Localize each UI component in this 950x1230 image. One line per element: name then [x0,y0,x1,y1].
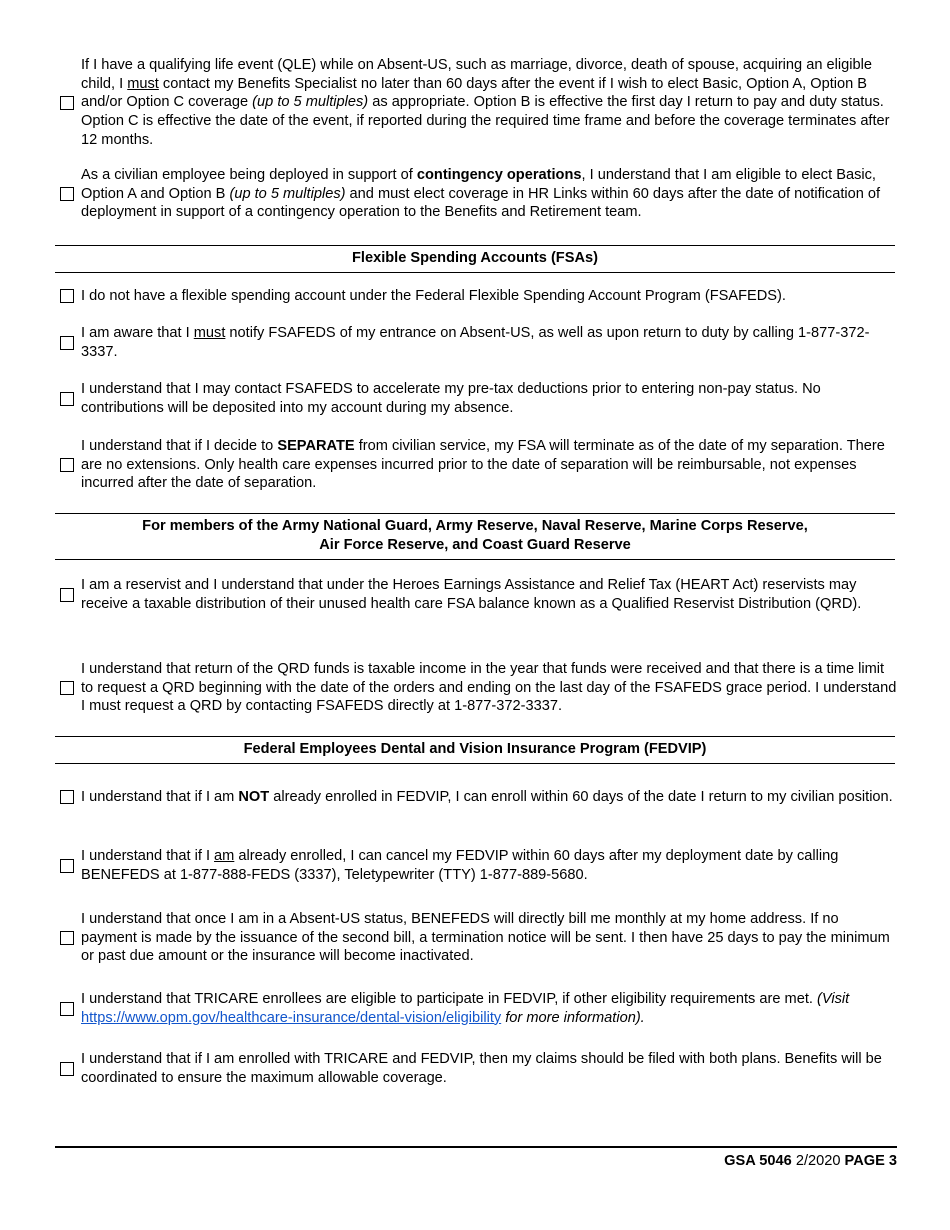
text-run: contact my Benefits Specialist no later than 60 days after the event if I wish to elect Basic, Option A, Option B and/or Option C coverage [81,75,868,111]
text-run: NOT [238,789,270,805]
checkbox-label-qle [81,56,898,150]
checkbox-item-benefeds-bill [60,910,898,966]
text-run: I understand that TRICARE enrollees are eligible to participate in FEDVIP, if other eligibility requirements are met. [81,991,817,1007]
checkbox-label-tricare-eligible [81,990,898,1027]
section-header-fedvip-text: Federal Employees Dental and Vision Insurance Program (FEDVIP) [243,741,707,757]
text-run: as appropriate. Option B is effective the first day I return to pay and duty status. Option C is effective the date of the event, if reported during the required time frame and before the coverage terminates after 12 months. [81,94,890,148]
text-run: notify FSAFEDS of my entrance on Absent-US, as well as upon return to duty by calling 1-877-372-3337. [81,325,870,360]
text-run: I do not have a flexible spending account under the Federal Flexible Spending Account Program (FSAFEDS). [81,288,786,304]
text-run: I understand that if I [81,848,215,864]
checkbox-label-qrd-taxable [81,660,898,716]
form-date: 2/2020 [795,1153,841,1169]
text-run: I am aware that I [81,325,194,341]
page-number: PAGE 3 [844,1153,897,1169]
text-run: (up to 5 multiples) [252,94,369,111]
checkbox-label-fedvip-enroll [81,788,898,807]
checkbox-contingency[interactable] [60,187,74,201]
text-run: am [214,848,235,864]
text-run: I am a reservist and I understand that under the Heroes Earnings Assistance and Relief Tax (HEART Act) reservists may receive a taxable distribution of their unused health care FSA balance known as a Qualified Reservist Distribution (QRD). [81,577,862,612]
checkbox-qle[interactable] [60,96,74,110]
text-run: As a civilian employee being deployed in support of [81,167,417,183]
text-run: for more information). [501,1009,645,1026]
text-run: I understand that if I decide to [81,438,278,454]
text-run: (Visit [817,991,850,1007]
checkbox-label-tricare-claims [81,1050,898,1087]
checkbox-accelerate-deductions[interactable] [60,392,74,406]
section-header-fsa-text: Flexible Spending Accounts (FSAs) [352,250,598,266]
checkbox-fedvip-enroll[interactable] [60,790,74,804]
checkbox-no-fsa[interactable] [60,289,74,303]
eligibility-link[interactable]: https://www.opm.gov/healthcare-insurance/dental-vision/eligibility [81,1009,502,1026]
section-header-reserve-line1: For members of the Army National Guard, Army Reserve, Naval Reserve, Marine Corps Reserve, [142,518,808,534]
checkbox-fedvip-cancel[interactable] [60,859,74,873]
checkbox-item-qle [60,56,898,150]
section-header-fsa [55,245,895,273]
text-run: I understand that I may contact FSAFEDS to accelerate my pre-tax deductions prior to entering non-pay status. No contributions will be deposited into my account during my absence. [81,381,821,416]
text-run: I understand that if I am [81,789,239,805]
checkbox-item-tricare-eligible [60,990,898,1027]
checkbox-label-no-fsa [81,287,898,306]
page-footer [724,1152,897,1171]
checkbox-label-contingency [81,166,898,222]
checkbox-label-separate [81,437,898,493]
checkbox-label-notify-fsafeds [81,324,898,361]
text-run: already enrolled in FEDVIP, I can enroll within 60 days of the date I return to my civilian position. [269,789,893,805]
section-header-fedvip [55,736,895,764]
checkbox-label-benefeds-bill [81,910,898,966]
form-number: GSA 5046 [724,1153,792,1169]
checkbox-item-separate [60,437,898,493]
text-run: , I understand that I am eligible to elect Basic, Option A and Option B [81,167,876,202]
text-run: already enrolled, I can cancel my FEDVIP within 60 days after my deployment date by calling BENEFEDS at 1-877-888-FEDS (3337), Teletypewriter (TTY) 1-877-889-5680. [81,848,839,883]
checkbox-label-accelerate-deductions [81,380,898,417]
text-run: I understand that if I am enrolled with TRICARE and FEDVIP, then my claims should be filed with both plans. Benefits will be coordinated to ensure the maximum allowable coverage. [81,1051,882,1086]
text-run: must [193,325,226,341]
section-header-reserve [55,513,895,560]
section-header-reserve-line2: Air Force Reserve, and Coast Guard Reserve [319,537,631,553]
text-run: (up to 5 multiples) [229,185,346,202]
checkbox-item-contingency [60,166,898,222]
text-run: must [127,75,159,92]
checkbox-reservist-qrd[interactable] [60,588,74,602]
text-run: I understand that return of the QRD funds is taxable income in the year that funds were received and that there is a time limit to request a QRD beginning with the date of the orders and ending on the last day of the FSAFEDS grace period. I understand I must request a QRD by contacting FSAFEDS directly at 1-877-372-3337. [81,661,897,715]
checkbox-label-reservist-qrd [81,576,898,613]
checkbox-item-fedvip-cancel [60,847,898,884]
text-run: and must elect coverage in HR Links within 60 days after the date of notification of deployment in support of a contingency operation to the Benefits and Retirement team. [81,185,881,221]
text-run: If I have a qualifying life event (QLE) while on Absent-US, such as marriage, divorce, death of spouse, acquiring an eligible child, I [81,57,872,92]
checkbox-notify-fsafeds[interactable] [60,336,74,350]
checkbox-item-reservist-qrd [60,576,898,613]
checkbox-benefeds-bill[interactable] [60,931,74,945]
checkbox-item-fedvip-enroll [60,788,898,807]
footer-divider [55,1146,897,1148]
text-run: SEPARATE [277,438,355,454]
checkbox-item-accelerate-deductions [60,380,898,417]
text-run: I understand that once I am in a Absent-US status, BENEFEDS will directly bill me monthly at my home address. If no payment is made by the issuance of the second bill, a termination notice will be sent. I then have 25 days to pay the minimum or past due amount or the insurance will become inactivated. [81,911,890,965]
checkbox-label-fedvip-cancel [81,847,898,884]
checkbox-tricare-claims[interactable] [60,1062,74,1076]
checkbox-item-notify-fsafeds [60,324,898,361]
checkbox-item-tricare-claims [60,1050,898,1087]
checkbox-separate[interactable] [60,458,74,472]
checkbox-item-qrd-taxable [60,660,898,716]
checkbox-tricare-eligible[interactable] [60,1002,74,1016]
checkbox-item-no-fsa [60,287,898,306]
checkbox-qrd-taxable[interactable] [60,681,74,695]
text-run: from civilian service, my FSA will terminate as of the date of my separation. There are no extensions. Only health care expenses incurred prior to the date of separation will be reimbursable, not expenses incurred after the date of separation. [81,438,885,492]
text-run: contingency operations [416,167,582,183]
